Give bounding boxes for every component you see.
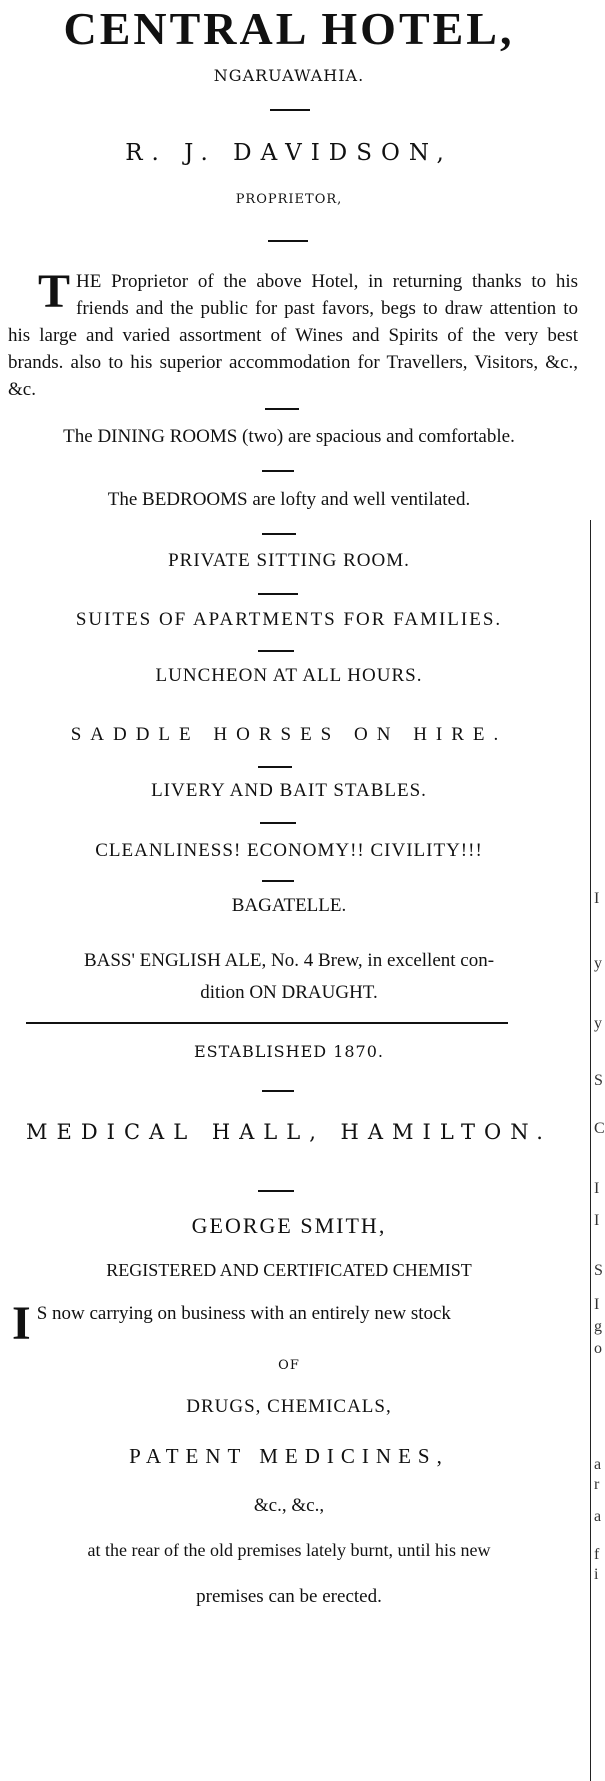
margin-fragment: r (594, 1476, 600, 1493)
margin-fragment: i (594, 1566, 599, 1583)
section-separator (26, 1022, 508, 1024)
chemist-name: GEORGE SMITH, (191, 1213, 387, 1238)
margin-fragment: I (594, 1212, 600, 1229)
divider (265, 408, 299, 410)
divider (262, 470, 294, 472)
margin-fragment: a (594, 1508, 602, 1525)
drugs-line: DRUGS, CHEMICALS, (186, 1396, 392, 1417)
ale-line-2: dition ON DRAUGHT. (200, 982, 378, 1003)
saddle-horses-line: SADDLE HORSES ON HIRE. (70, 724, 508, 745)
medical-hall-line: MEDICAL HALL, HAMILTON. (26, 1120, 552, 1144)
margin-fragment: o (594, 1340, 602, 1357)
margin-fragment: y (594, 955, 602, 972)
margin-fragment: a (594, 1456, 602, 1473)
divider (258, 593, 298, 595)
bedrooms-line: The BEDROOMS are lofty and well ventilated. (107, 489, 471, 510)
sitting-room-line: PRIVATE SITTING ROOM. (168, 550, 410, 571)
divider (258, 766, 292, 768)
dropcap: I (12, 1297, 31, 1350)
patent-medicines-line: PATENT MEDICINES, (129, 1444, 449, 1468)
proprietor-name: R. J. DAVIDSON, (125, 140, 453, 166)
virtues-line: CLEANLINESS! ECONOMY!! CIVILITY!!! (95, 840, 483, 861)
hotel-location: NGARUAWAHIA. (213, 66, 365, 85)
ale-line-1: BASS' ENGLISH ALE, No. 4 Brew, in excellent con- (83, 950, 495, 971)
chemist-credentials: REGISTERED AND CERTIFICATED CHEMIST (106, 1260, 472, 1280)
rear-premises-line: at the rear of the old premises lately burnt, until his new (87, 1540, 491, 1560)
dining-rooms-line: The DINING ROOMS (two) are spacious and comfortable. (63, 426, 515, 447)
hotel-intro-text: HE Proprietor of the above Hotel, in returning thanks to his friends and the public for past favors, begs to draw attention to his large and varied assortment of Wines and Spirits of the very best brands. also to his superior accommodation for Travellers, Visitors, &c., &c. (8, 271, 578, 400)
suites-line: SUITES OF APARTMENTS FOR FAMILIES. (75, 609, 503, 630)
luncheon-line: LUNCHEON AT ALL HOURS. (155, 665, 423, 686)
chemist-intro-paragraph (8, 1297, 578, 1350)
margin-fragment: I (594, 1180, 600, 1197)
divider (258, 650, 294, 652)
divider (262, 1090, 294, 1092)
column-border (590, 520, 591, 1781)
hotel-intro-paragraph (8, 265, 578, 403)
margin-fragment: S (594, 1262, 603, 1279)
chemist-intro-text: S now carrying on business with an entirely new stock (36, 1303, 451, 1324)
dropcap: T (38, 265, 71, 318)
margin-fragment: y (594, 1015, 602, 1032)
bagatelle-line: BAGATELLE. (231, 895, 347, 916)
divider (268, 240, 308, 242)
margin-fragment: C (594, 1120, 605, 1137)
margin-fragment: I (594, 890, 600, 907)
margin-fragment: f (594, 1546, 600, 1563)
divider (258, 1190, 294, 1192)
proprietor-title: PROPRIETOR, (235, 192, 343, 207)
margin-fragment: g (594, 1318, 602, 1335)
divider (262, 533, 296, 535)
margin-fragment: S (594, 1072, 603, 1089)
divider (262, 880, 294, 882)
divider (260, 822, 296, 824)
premises-line: premises can be erected. (196, 1586, 382, 1607)
hotel-name: CENTRAL HOTEL, (63, 3, 515, 54)
of-line: OF (278, 1358, 300, 1373)
margin-fragment: I (594, 1296, 600, 1313)
established-line: ESTABLISHED 1870. (193, 1042, 384, 1061)
divider (270, 109, 310, 111)
livery-line: LIVERY AND BAIT STABLES. (151, 780, 427, 801)
etc-line: &c., &c., (253, 1495, 325, 1516)
